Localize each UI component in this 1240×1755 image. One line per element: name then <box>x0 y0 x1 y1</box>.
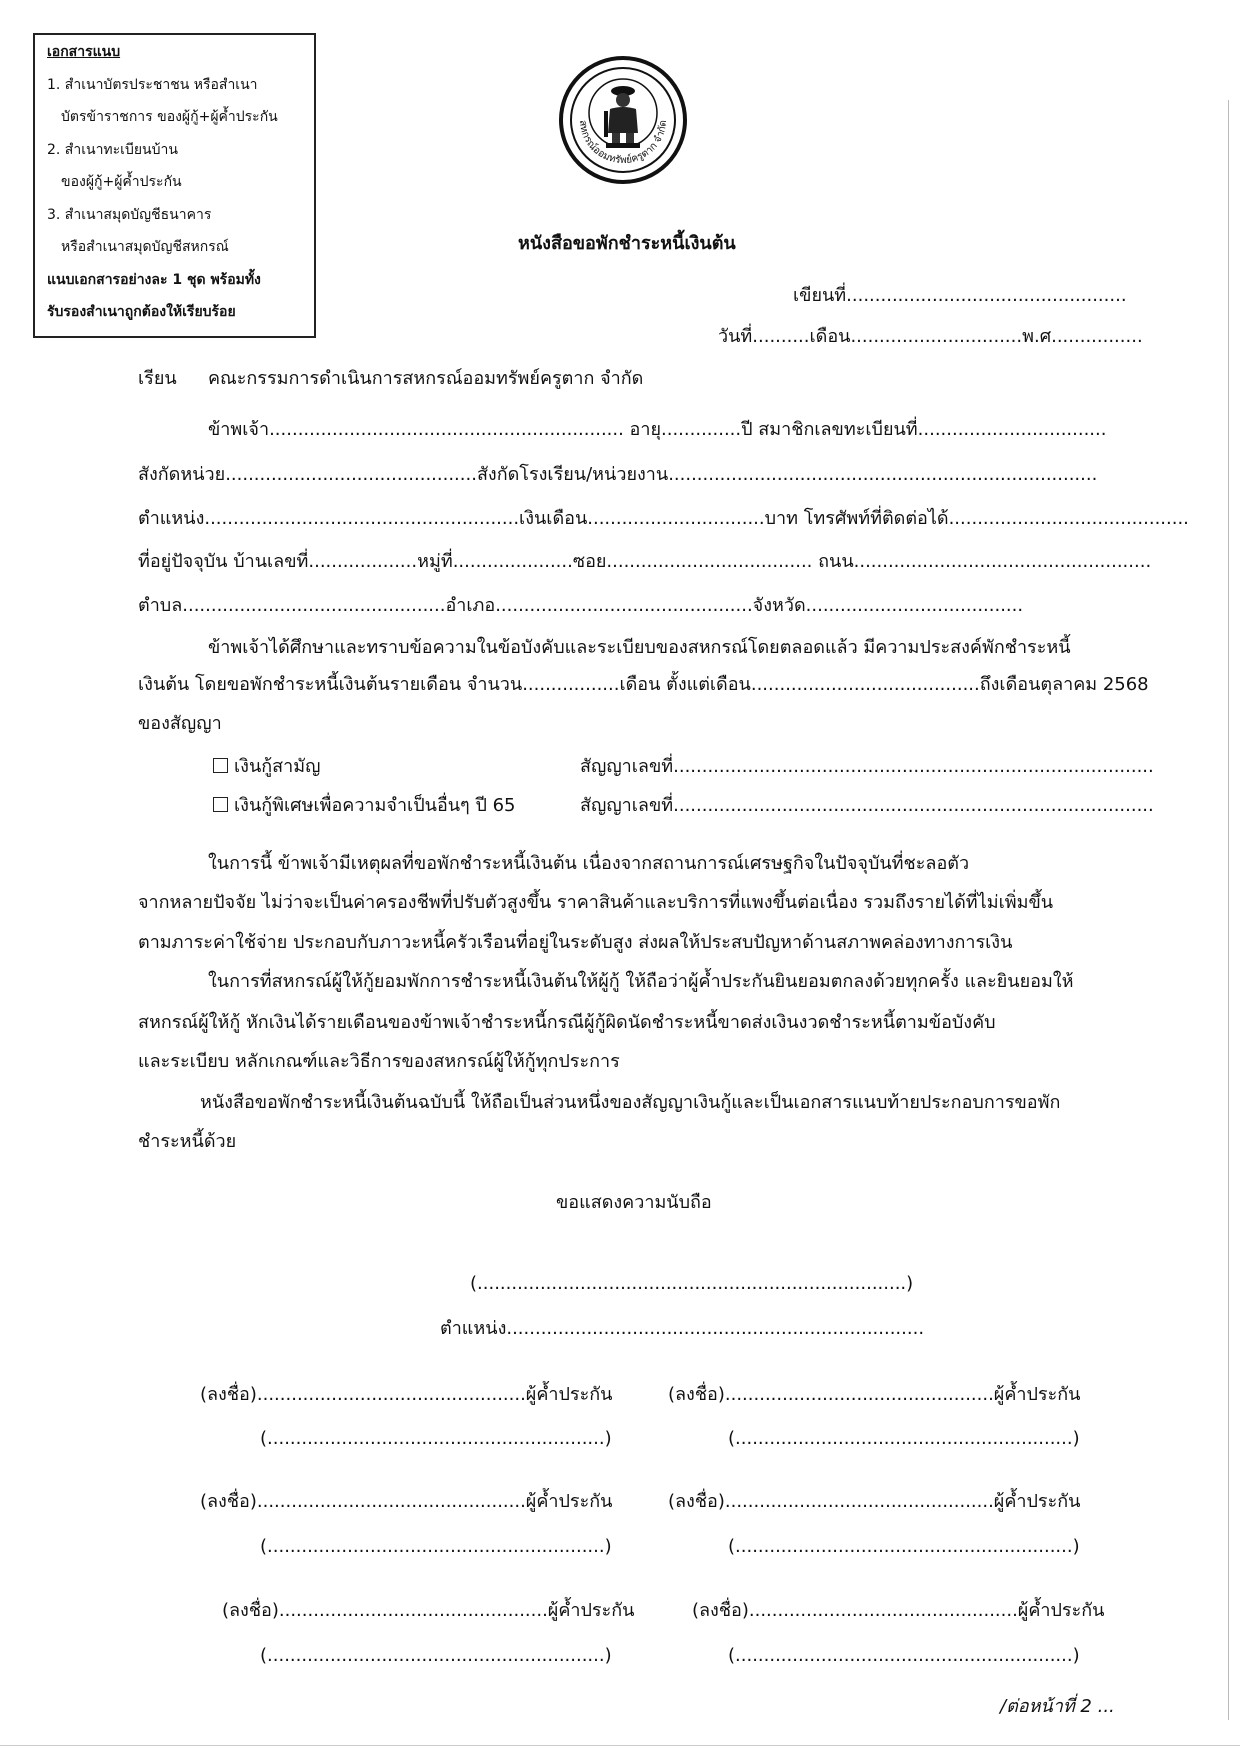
reason-line: จากหลายปัจจัย ไม่ว่าจะเป็นค่าครองชีพที่ปรับตัวสูงขึ้น ราคาสินค้าและบริการที่แพงขึ้นต่อเนื่อง รวมถึงรายได้ที่ไม่เพิ่มขึ้น <box>138 892 1054 913</box>
checkbox-icon <box>213 797 228 812</box>
contract-number-field: สัญญาเลขที่.................................................................................... <box>580 795 1154 816</box>
guarantor-consent-line: ในการที่สหกรณ์ผู้ให้กู้ยอมพักการชำระหนี้เงินต้นให้ผู้กู้ ให้ถือว่าผู้ค้ำประกันยินยอมตกลงด้วยทุกครั้ง และยินยอมให้ <box>208 971 1074 992</box>
guarantor-signature-line: (ลงชื่อ)...............................................ผู้ค้ำประกัน <box>668 1491 1081 1512</box>
reason-line: ในการนี้ ข้าพเจ้ามีเหตุผลที่ขอพักชำระหนี้เงินต้น เนื่องจากสถานการณ์เศรษฐกิจในปัจจุบันที่ชะลอตัว <box>208 853 970 874</box>
checkbox-icon <box>213 758 228 773</box>
guarantor-name-line: (...........................................................) <box>260 1645 612 1666</box>
svg-text:สหกรณ์ออมทรัพย์ครูตาก จำกัด: สหกรณ์ออมทรัพย์ครูตาก จำกัด <box>576 119 670 167</box>
applicant-name-line: ข้าพเจ้า.............................................................. อายุ..............ปี สมาชิกเลขทะเบียนที่................................. <box>208 419 1107 440</box>
seal-emblem-icon <box>558 55 688 185</box>
closing-phrase: ขอแสดงความนับถือ <box>556 1192 712 1213</box>
guarantor-name-line: (...........................................................) <box>260 1428 612 1449</box>
written-at-field: เขียนที่................................................. <box>793 285 1127 306</box>
guarantor-name-line: (...........................................................) <box>260 1536 612 1557</box>
statement-line: เงินต้น โดยขอพักชำระหนี้เงินต้นรายเดือน จำนวน.................เดือน ตั้งแต่เดือน........................................ถึงเดือนตุลาคม 2568 <box>138 674 1149 695</box>
contract-number-field: สัญญาเลขที่.................................................................................... <box>580 756 1154 777</box>
attachment-line: 1. สำเนาบัตรประชาชน หรือสำเนา <box>47 77 258 93</box>
guarantor-consent-line: และระเบียบ หลักเกณฑ์และวิธีการของสหกรณ์ผู้ให้กู้ทุกประการ <box>138 1051 620 1072</box>
to-label: เรียน <box>138 368 177 389</box>
guarantor-signature-line: (ลงชื่อ)...............................................ผู้ค้ำประกัน <box>692 1600 1105 1621</box>
applicant-name-signature: (...........................................................................) <box>470 1273 914 1294</box>
attachment-clause-line: ชำระหนี้ด้วย <box>138 1131 237 1152</box>
loan-option-special <box>213 795 516 817</box>
scan-bottom-line <box>0 1745 1240 1746</box>
guarantor-signature-line: (ลงชื่อ)...............................................ผู้ค้ำประกัน <box>200 1384 613 1405</box>
loan-option-regular <box>213 756 320 778</box>
page-continuation: /ต่อหน้าที่ 2 ... <box>1000 1696 1115 1717</box>
attachment-clause-line: หนังสือขอพักชำระหนี้เงินต้นฉบับนี้ ให้ถือเป็นส่วนหนึ่งของสัญญาเงินกู้และเป็นเอกสารแนบท้ายประกอบการขอพัก <box>200 1092 1061 1113</box>
position-salary-line: ตำแหน่ง.......................................................เงินเดือน...............................บาท โทรศัพท์ที่ติดต่อได้.......................................... <box>138 508 1189 529</box>
statement-line: ของสัญญา <box>138 713 222 734</box>
document-title: หนังสือขอพักชำระหนี้เงินต้น <box>518 233 736 254</box>
cooperative-seal-logo <box>558 55 688 185</box>
recipient: คณะกรรมการดำเนินการสหกรณ์ออมทรัพย์ครูตาก จำกัด <box>208 368 644 389</box>
address-line: ที่อยู่ปัจจุบัน บ้านเลขที่...................หมู่ที่.....................ซอย.................................... ถนน.................................................... <box>138 551 1152 572</box>
attachment-line: หรือสำเนาสมุดบัญชีสหกรณ์ <box>61 239 229 255</box>
guarantor-signature-line: (ลงชื่อ)...............................................ผู้ค้ำประกัน <box>668 1384 1081 1405</box>
guarantor-name-line: (...........................................................) <box>728 1536 1080 1557</box>
guarantor-name-line: (...........................................................) <box>728 1645 1080 1666</box>
applicant-position-field: ตำแหน่ง......................................................................... <box>440 1318 925 1339</box>
attachment-line: บัตรข้าราชการ ของผู้กู้+ผู้ค้ำประกัน <box>61 109 278 125</box>
guarantor-name-line: (...........................................................) <box>728 1428 1080 1449</box>
district-line: ตำบล..............................................อำเภอ.............................................จังหวัด...................................... <box>138 595 1024 616</box>
loan-option-label: เงินกู้สามัญ <box>234 756 321 777</box>
scan-edge-line <box>1228 100 1229 1720</box>
attachments-heading: เอกสารแนบ <box>47 44 121 60</box>
attachment-note: แนบเอกสารอย่างละ 1 ชุด พร้อมทั้ง <box>47 272 261 288</box>
attachments-box <box>33 33 316 338</box>
attachment-line: ของผู้กู้+ผู้ค้ำประกัน <box>61 174 182 190</box>
attachment-line: 3. สำเนาสมุดบัญชีธนาคาร <box>47 207 212 223</box>
date-field: วันที่..........เดือน..............................พ.ศ................ <box>718 326 1143 347</box>
attachment-note: รับรองสำเนาถูกต้องให้เรียบร้อย <box>47 304 236 320</box>
attachment-line: 2. สำเนาทะเบียนบ้าน <box>47 142 178 158</box>
unit-line: สังกัดหน่วย............................................สังกัดโรงเรียน/หน่วยงาน........................................................................... <box>138 464 1098 485</box>
guarantor-signature-line: (ลงชื่อ)...............................................ผู้ค้ำประกัน <box>200 1491 613 1512</box>
reason-line: ตามภาระค่าใช้จ่าย ประกอบกับภาวะหนี้ครัวเรือนที่อยู่ในระดับสูง ส่งผลให้ประสบปัญหาด้านสภาพคล่องทางการเงิน <box>138 932 1013 953</box>
guarantor-signature-line: (ลงชื่อ)...............................................ผู้ค้ำประกัน <box>222 1600 635 1621</box>
statement-line: ข้าพเจ้าได้ศึกษาและทราบข้อความในข้อบังคับและระเบียบของสหกรณ์โดยตลอดแล้ว มีความประสงค์พักชำระหนี้ <box>208 637 1071 658</box>
loan-option-label: เงินกู้พิเศษเพื่อความจำเป็นอื่นๆ ปี 65 <box>234 795 516 816</box>
guarantor-consent-line: สหกรณ์ผู้ให้กู้ หักเงินได้รายเดือนของข้าพเจ้าชำระหนี้กรณีผู้กู้ผิดนัดชำระหนี้ขาดส่งเงินงวดชำระหนี้ตามข้อบังคับ <box>138 1012 996 1033</box>
